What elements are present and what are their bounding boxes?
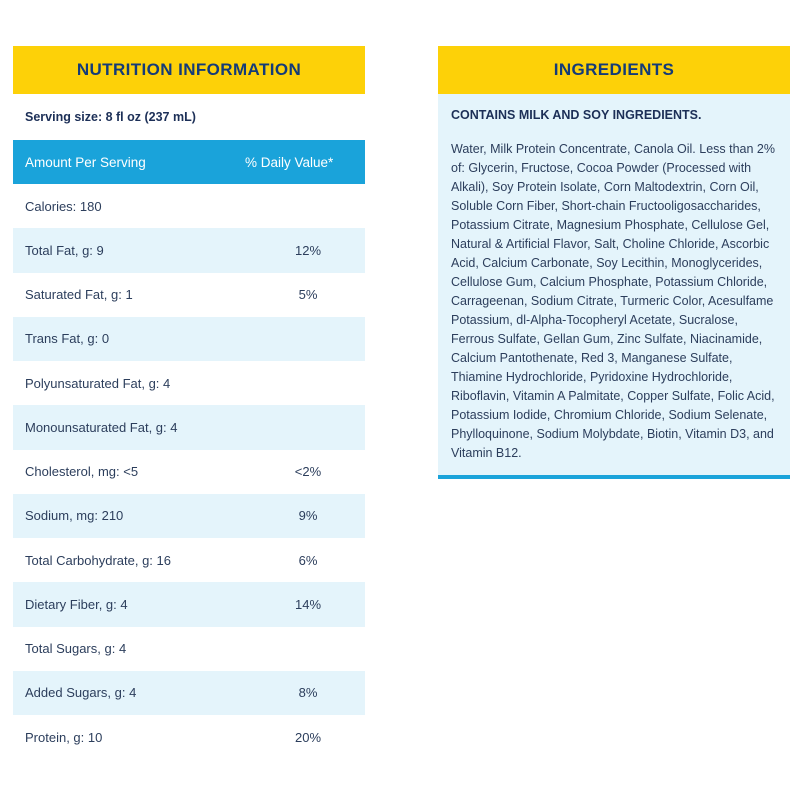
nutrient-label: Trans Fat, g: 0 <box>25 331 110 347</box>
table-row <box>13 715 365 759</box>
table-row <box>13 538 365 582</box>
daily-value: 12% <box>294 242 322 258</box>
table-row <box>13 582 365 626</box>
table-row <box>13 317 365 361</box>
nutrition-panel <box>13 46 365 759</box>
nutrition-table-header <box>13 140 365 184</box>
daily-value: 6% <box>298 552 318 568</box>
amount-per-serving-header: Amount Per Serving <box>25 154 146 170</box>
nutrient-label: Sodium, mg: 210 <box>25 508 124 524</box>
table-row <box>13 450 365 494</box>
serving-size: Serving size: 8 fl oz (237 mL) <box>25 110 196 124</box>
nutrient-label: Total Carbohydrate, g: 16 <box>25 552 171 568</box>
nutrient-label: Saturated Fat, g: 1 <box>25 287 133 303</box>
daily-value: 5% <box>298 287 318 303</box>
daily-value: 14% <box>294 596 322 612</box>
table-row <box>13 361 365 405</box>
daily-value: <2% <box>294 464 322 480</box>
daily-value: 9% <box>298 508 318 524</box>
ingredients-panel <box>438 46 790 479</box>
table-row <box>13 273 365 317</box>
table-row <box>13 184 365 228</box>
ingredients-body <box>438 94 790 479</box>
nutrient-label: Added Sugars, g: 4 <box>25 685 137 701</box>
nutrition-table <box>13 184 365 759</box>
table-row <box>13 671 365 715</box>
daily-value: 20% <box>294 729 322 745</box>
table-row <box>13 627 365 671</box>
nutrient-label: Total Sugars, g: 4 <box>25 641 127 657</box>
nutrient-label: Calories: 180 <box>25 198 102 214</box>
nutrient-label: Dietary Fiber, g: 4 <box>25 596 128 612</box>
allergen-statement: CONTAINS MILK AND SOY INGREDIENTS. <box>451 108 702 122</box>
table-row <box>13 494 365 538</box>
ingredients-list: Water, Milk Protein Concentrate, Canola Oil. Less than 2% of: Glycerin, Fructose, Cocoa Powder (Processed with Alkali), Soy Protein Isolate, Corn Maltodextrin, Corn Oil, Soluble Corn Fiber, Short-chain Fructooligosaccharides, Potassium Citrate, Magnesium Phosphate, Cellulose Gel, Natural & Artificial Flavor, Salt, Choline Chloride, Ascorbic Acid, Calcium Carbonate, Soy Lecithin, Monoglycerides, Cellulose Gum, Calcium Phosphate, Potassium Chloride, Carrageenan, Sodium Citrate, Turmeric Color, Acesulfame Potassium, dl-Alpha-Tocopheryl Acetate, Sucralose, Ferrous Sulfate, Gellan Gum, Zinc Sulfate, Niacinamide, Calcium Pantothenate, Red 3, Manganese Sulfate, Thiamine Hydrochloride, Pyridoxine Hydrochloride, Riboflavin, Vitamin A Palmitate, Copper Sulfate, Folic Acid, Potassium Iodide, Chromium Chloride, Sodium Selenate, Phylloquinone, Sodium Molybdate, Biotin, Vitamin D3, and Vitamin B12. <box>451 142 775 460</box>
nutrient-label: Cholesterol, mg: <5 <box>25 464 139 480</box>
nutrient-label: Monounsaturated Fat, g: 4 <box>25 419 178 435</box>
daily-value-header: % Daily Value* <box>245 154 334 170</box>
nutrient-label: Total Fat, g: 9 <box>25 242 104 258</box>
nutrition-title: NUTRITION INFORMATION <box>13 46 365 94</box>
table-row <box>13 405 365 449</box>
daily-value: 8% <box>298 685 318 701</box>
nutrient-label: Polyunsaturated Fat, g: 4 <box>25 375 171 391</box>
ingredients-title: INGREDIENTS <box>438 46 790 94</box>
nutrient-label: Protein, g: 10 <box>25 729 103 745</box>
table-row <box>13 228 365 272</box>
